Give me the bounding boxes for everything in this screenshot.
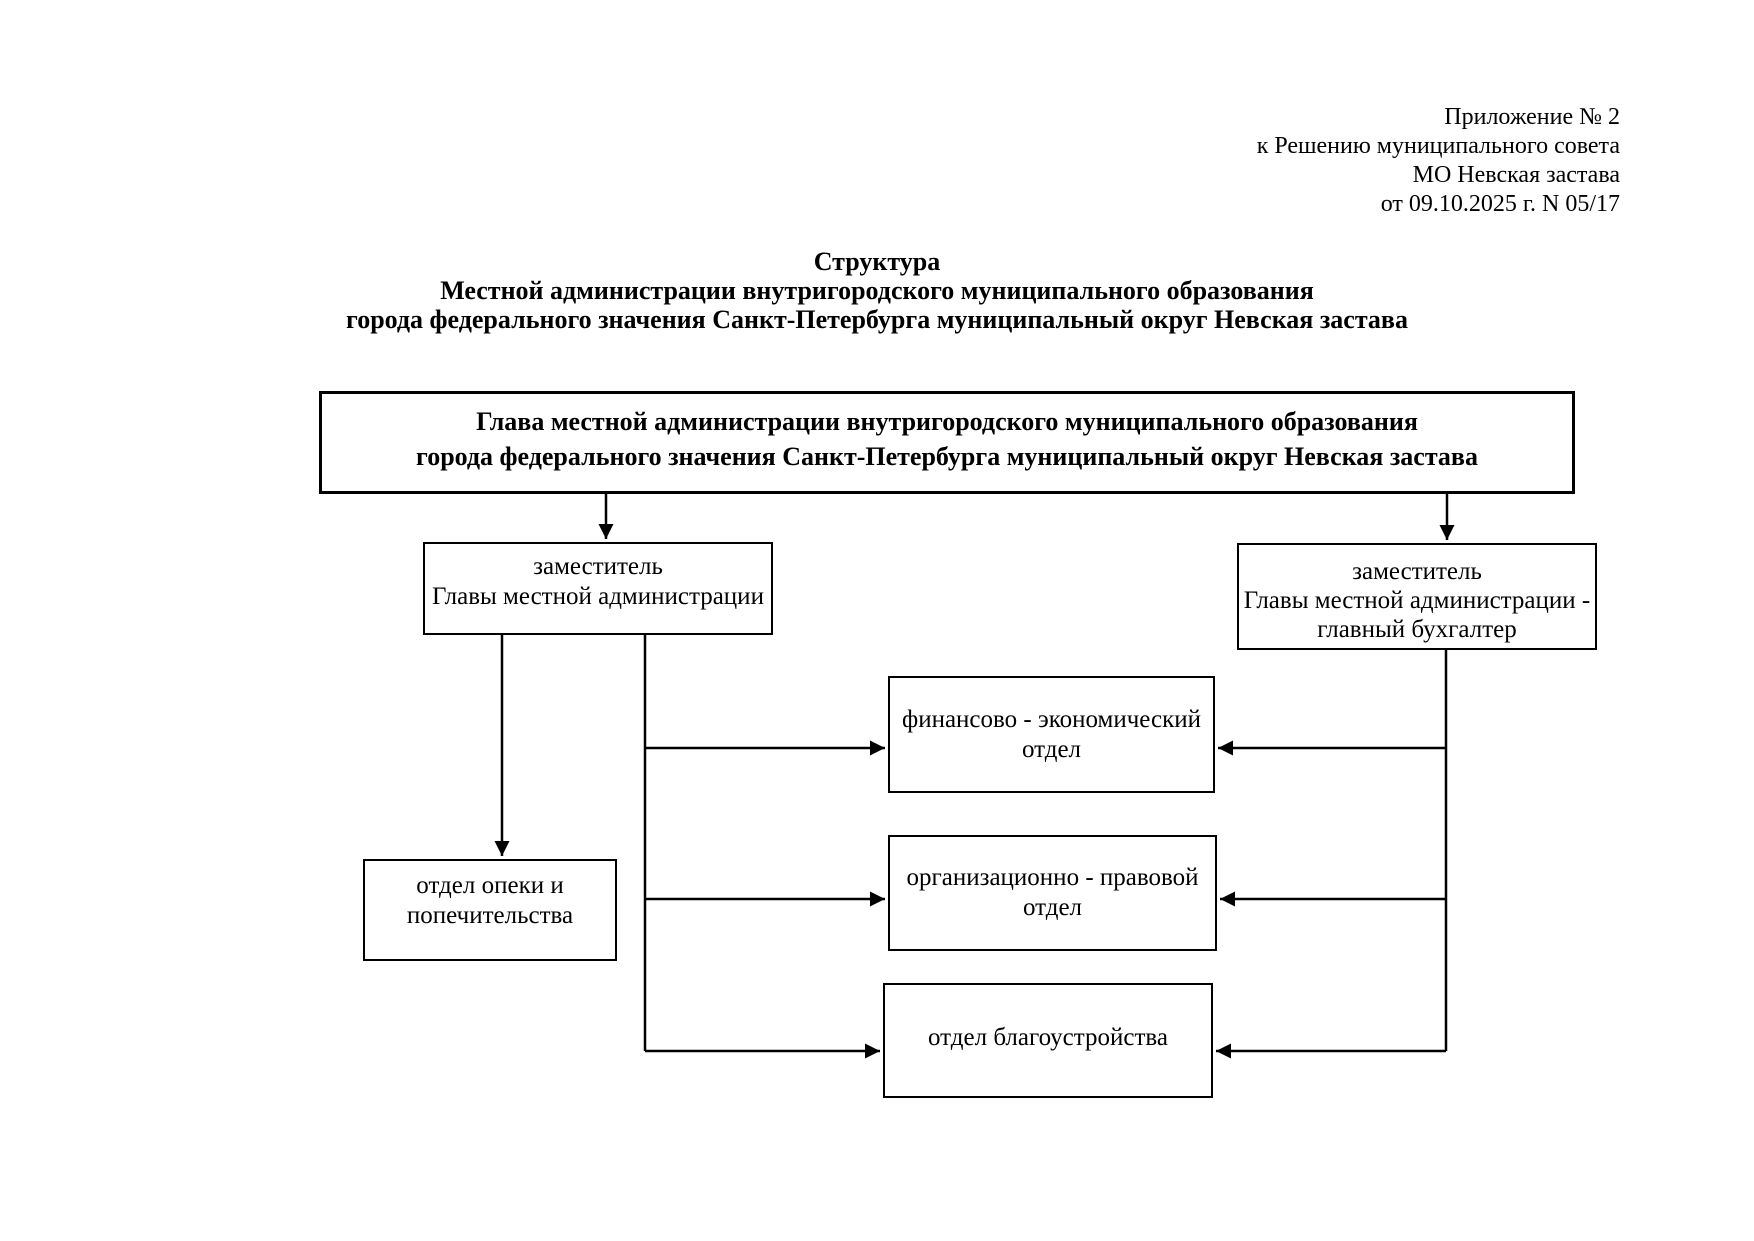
node-organizational-legal-department — [888, 835, 1217, 951]
node-finance-line-2: отдел — [1021, 735, 1082, 763]
node-improvement-line-1: отдел благоустройства — [928, 1024, 1168, 1051]
node-head-of-administration — [319, 391, 1575, 494]
annex-line-4: от 09.10.2025 г. N 05/17 — [1380, 191, 1620, 217]
page-title — [0, 247, 1754, 334]
node-deputy-line-2: Главы местной администрации — [432, 583, 764, 610]
node-head-line-2: города федерального значения Санкт-Петербурга муниципальный округ Невская застава — [416, 442, 1478, 471]
node-legal-line-2: отдел — [1022, 894, 1083, 921]
node-custody-line-2: попечительства — [406, 902, 574, 929]
node-custody-guardianship-department — [363, 859, 617, 961]
node-deputy-accountant-line-3: главный бухгалтер — [1317, 616, 1517, 643]
annex-line-1: Приложение № 2 — [1444, 104, 1620, 130]
title-line-3: города федерального значения Санкт-Петербурга муниципальный округ Невская застава — [346, 305, 1408, 334]
node-deputy-accountant-line-2: Главы местной администрации - — [1243, 587, 1591, 614]
annex-line-3: МО Невская застава — [1412, 162, 1620, 188]
annex-header — [1257, 103, 1620, 219]
node-custody-line-1: отдел опеки и — [416, 872, 564, 899]
annex-line-2: к Решению муниципального совета — [1256, 133, 1620, 159]
node-finance-economic-department — [888, 676, 1215, 793]
title-line-2: Местной администрации внутригородского муниципального образования — [440, 276, 1314, 305]
node-deputy-line-1: заместитель — [533, 553, 663, 580]
node-finance-line-1: финансово - экономический — [902, 705, 1201, 733]
node-improvement-department — [883, 983, 1213, 1098]
title-line-1: Структура — [813, 247, 941, 276]
node-legal-line-1: организационно - правовой — [906, 864, 1199, 891]
node-head-line-1: Глава местной администрации внутригородского муниципального образования — [476, 407, 1418, 436]
node-deputy-accountant-line-1: заместитель — [1352, 558, 1482, 585]
node-deputy-chief-accountant — [1237, 543, 1597, 650]
node-deputy — [423, 542, 773, 635]
